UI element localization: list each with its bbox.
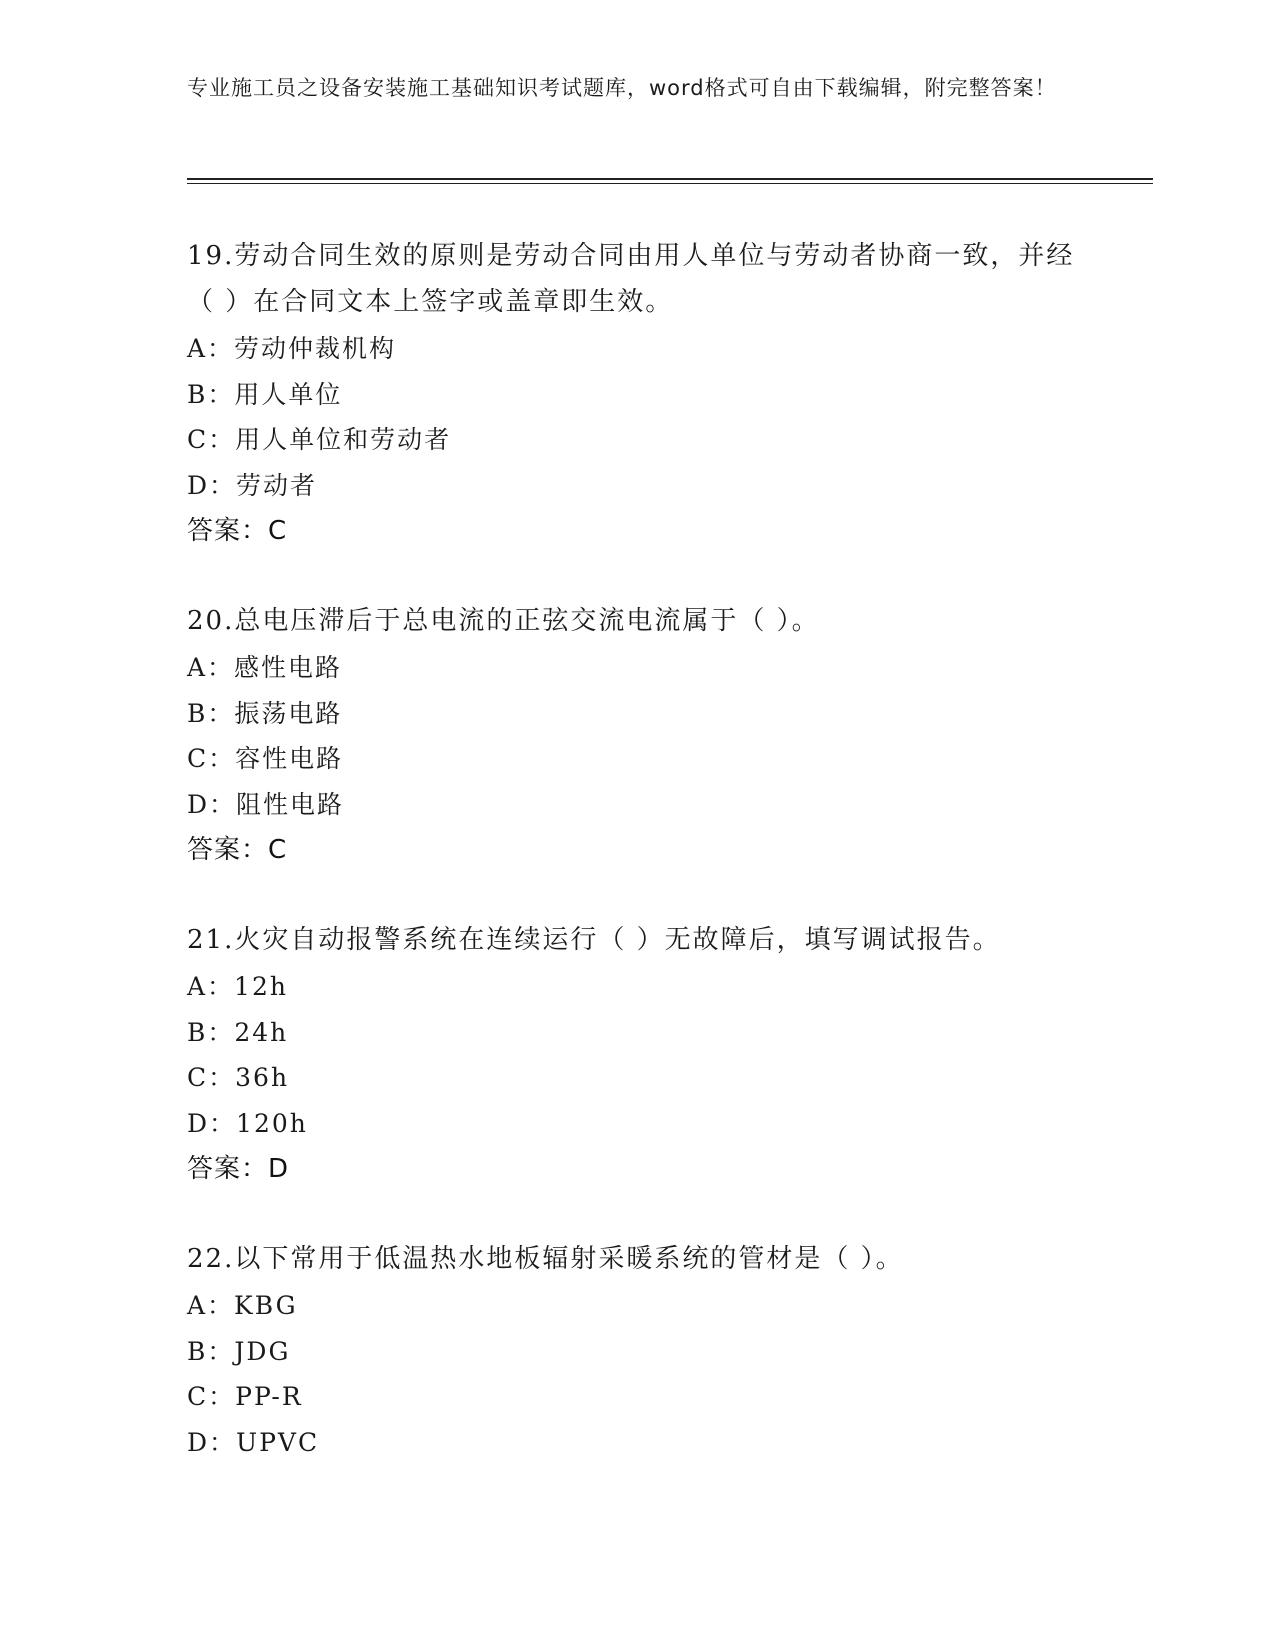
option-a: A：12h	[187, 972, 288, 1001]
question-list	[187, 233, 1087, 1509]
option-a: A：感性电路	[187, 653, 343, 682]
option-c: C：容性电路	[187, 744, 344, 773]
option-b: B：24h	[187, 1017, 289, 1047]
question-20	[187, 598, 1087, 873]
option-c: C：PP-R	[187, 1382, 303, 1411]
answer-label: 答案：C	[187, 516, 288, 546]
question-19	[187, 233, 1087, 554]
header-divider-thin	[187, 183, 1153, 184]
question-22	[187, 1236, 1087, 1465]
option-d: D：阻性电路	[187, 789, 345, 819]
option-b: B：用人单位	[187, 379, 343, 409]
header-divider	[187, 178, 1153, 180]
option-c: C：用人单位和劳动者	[187, 425, 452, 454]
option-b: B：JDG	[187, 1336, 291, 1366]
answer-label: 答案：C	[187, 835, 288, 865]
option-b: B：振荡电路	[187, 698, 343, 728]
question-stem: 21.火灾自动报警系统在连续运行（ ）无故障后，填写调试报告。	[187, 925, 1001, 955]
option-a: A：KBG	[187, 1291, 298, 1320]
question-stem: 20.总电压滞后于总电流的正弦交流电流属于（ ）。	[187, 606, 820, 636]
question-stem: 19.劳动合同生效的原则是劳动合同由用人单位与劳动者协商一致，并经（ ）在合同文本上签字或盖章即生效。	[187, 241, 1075, 317]
option-d: D：劳动者	[187, 470, 318, 500]
answer-label: 答案：D	[187, 1154, 290, 1184]
option-c: C：36h	[187, 1063, 290, 1092]
option-d: D：120h	[187, 1108, 308, 1138]
option-d: D：UPVC	[187, 1427, 320, 1457]
question-stem: 22.以下常用于低温热水地板辐射采暖系统的管材是（ ）。	[187, 1244, 904, 1274]
question-21	[187, 917, 1087, 1192]
document-header: 专业施工员之设备安装施工基础知识考试题库，word格式可自由下载编辑，附完整答案！	[187, 76, 1057, 100]
option-a: A：劳动仲裁机构	[187, 334, 397, 363]
